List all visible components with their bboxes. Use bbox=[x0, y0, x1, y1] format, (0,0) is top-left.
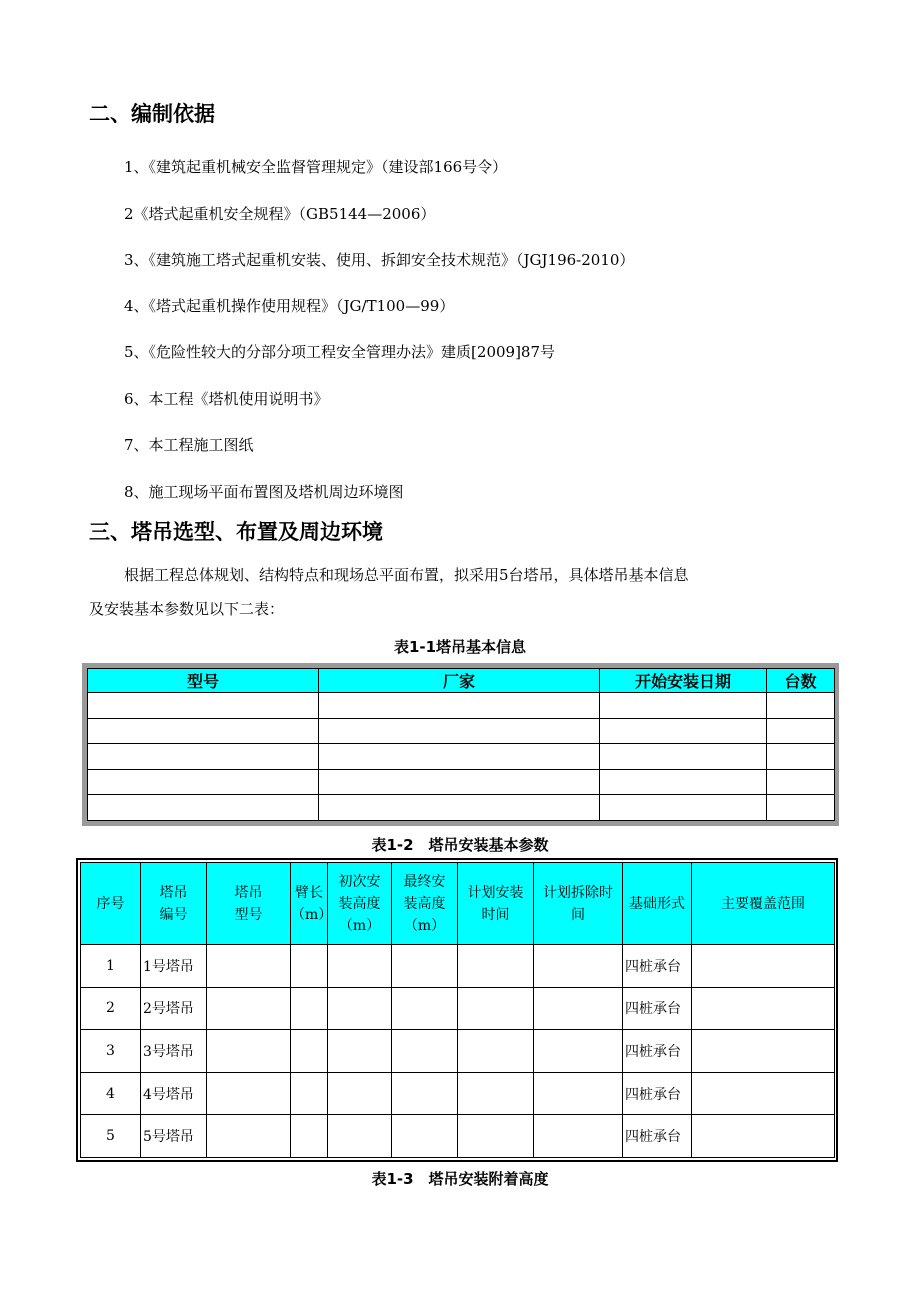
section-heading-selection: 三、塔吊选型、布置及周边环境 bbox=[89, 520, 383, 544]
table1-caption: 表1-1塔吊基本信息 bbox=[393, 638, 527, 656]
table2-header-model: 塔吊 型号 bbox=[207, 863, 291, 945]
row-crane-id: 3号塔吊 bbox=[141, 1030, 207, 1073]
row-foundation: 四桩承台 bbox=[623, 945, 692, 988]
table2-header-arm: 臂长 （m） bbox=[291, 863, 328, 945]
table2-header-seq: 序号 bbox=[81, 863, 141, 945]
table-row bbox=[88, 795, 835, 821]
table2-header-foundation: 基础形式 bbox=[623, 863, 692, 945]
table1-header-manufacturer: 厂家 bbox=[319, 669, 600, 693]
table2-frame bbox=[76, 858, 838, 1162]
table-row bbox=[88, 769, 835, 795]
table2-header-final-height: 最终安 装高度 （m） bbox=[392, 863, 458, 945]
row-seq: 4 bbox=[81, 1072, 141, 1115]
table2-header-plan-remove: 计划拆除时 间 bbox=[534, 863, 623, 945]
reference-item: 3、《建筑施工塔式起重机安装、使用、拆卸安全技术规范》（JGJ196-2010） bbox=[124, 251, 635, 269]
row-foundation: 四桩承台 bbox=[623, 1115, 692, 1158]
row-crane-id: 2号塔吊 bbox=[141, 987, 207, 1030]
table1-header-start-date: 开始安装日期 bbox=[600, 669, 767, 693]
row-foundation: 四桩承台 bbox=[623, 1072, 692, 1115]
reference-item: 1、《建筑起重机械安全监督管理规定》（建设部166号令） bbox=[124, 158, 508, 176]
row-seq: 5 bbox=[81, 1115, 141, 1158]
table-row bbox=[81, 945, 835, 988]
table1 bbox=[87, 668, 835, 821]
row-foundation: 四桩承台 bbox=[623, 1030, 692, 1073]
table2-header-plan-install: 计划安装 时间 bbox=[458, 863, 534, 945]
row-crane-id: 5号塔吊 bbox=[141, 1115, 207, 1158]
row-crane-id: 1号塔吊 bbox=[141, 945, 207, 988]
section-heading-basis: 二、编制依据 bbox=[89, 102, 215, 126]
table-row bbox=[81, 1115, 835, 1158]
table2-header-initial-height: 初次安 装高度 （m） bbox=[328, 863, 392, 945]
table2 bbox=[80, 862, 835, 1158]
reference-item: 6、本工程《塔机使用说明书》 bbox=[124, 390, 329, 408]
table-row bbox=[81, 987, 835, 1030]
row-crane-id: 4号塔吊 bbox=[141, 1072, 207, 1115]
row-seq: 3 bbox=[81, 1030, 141, 1073]
table1-header-count: 台数 bbox=[767, 669, 835, 693]
table1-header-model: 型号 bbox=[88, 669, 319, 693]
intro-paragraph-line2: 及安装基本参数见以下二表： bbox=[89, 600, 285, 618]
reference-item: 5、《危险性较大的分部分项工程安全管理办法》建质[2009]87号 bbox=[124, 343, 556, 361]
table2-header-coverage: 主要覆盖范围 bbox=[692, 863, 835, 945]
reference-item: 8、施工现场平面布置图及塔机周边环境图 bbox=[124, 483, 404, 501]
table-row bbox=[88, 693, 835, 719]
table-row bbox=[88, 744, 835, 770]
table-row bbox=[81, 1030, 835, 1073]
table2-header-id: 塔吊 编号 bbox=[141, 863, 207, 945]
row-seq: 2 bbox=[81, 987, 141, 1030]
table-row bbox=[81, 1072, 835, 1115]
table1-frame bbox=[82, 663, 839, 826]
row-foundation: 四桩承台 bbox=[623, 987, 692, 1030]
row-seq: 1 bbox=[81, 945, 141, 988]
table-row bbox=[88, 718, 835, 744]
table3-caption: 表1-3 塔吊安装附着高度 bbox=[371, 1170, 549, 1188]
table2-caption: 表1-2 塔吊安装基本参数 bbox=[371, 836, 549, 854]
intro-paragraph-line1: 根据工程总体规划、结构特点和现场总平面布置，拟采用5台塔吊，具体塔吊基本信息 bbox=[124, 566, 689, 584]
reference-item: 4、《塔式起重机操作使用规程》（JG/T100—99） bbox=[124, 297, 455, 315]
reference-item: 7、本工程施工图纸 bbox=[124, 436, 254, 454]
reference-item: 2《塔式起重机安全规程》（GB5144—2006） bbox=[124, 205, 436, 223]
